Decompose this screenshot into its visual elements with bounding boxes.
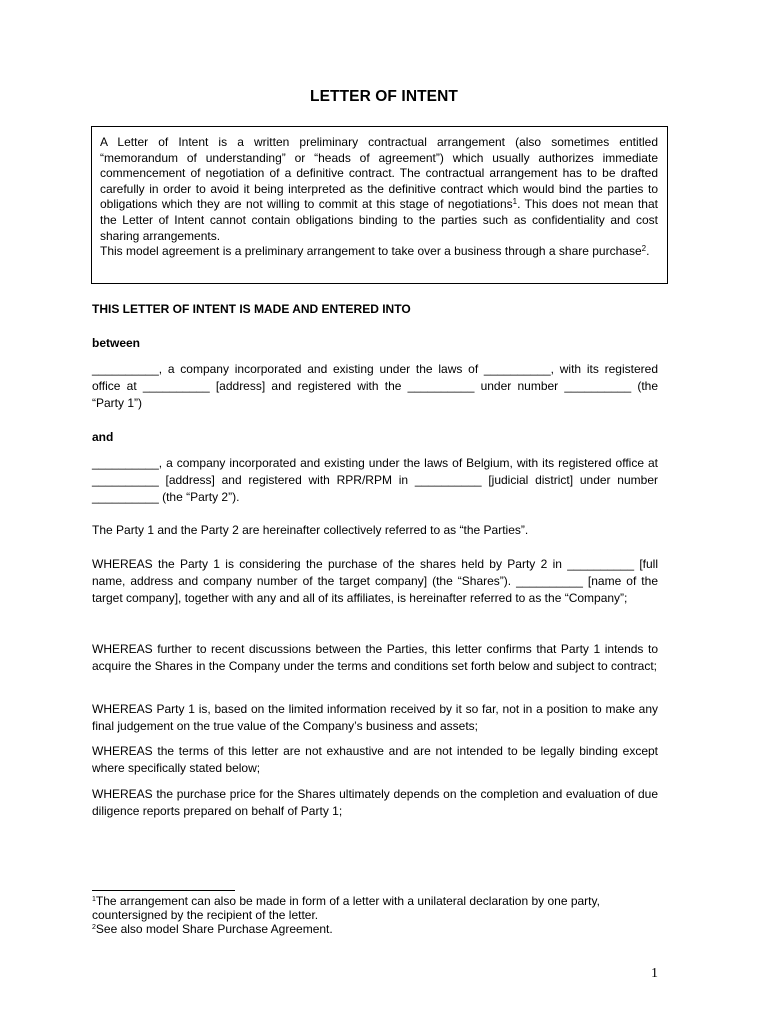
footnote-separator (92, 890, 235, 891)
label-and: and (92, 430, 114, 444)
footnote-2-text: See also model Share Purchase Agreement. (95, 922, 333, 937)
whereas-clause-1: WHEREAS the Party 1 is considering the purchase of the shares held by Party 2 in __________ [full name, address and company number of the target company] (the “Shares”). __________ [name of the target company], together with any and all of its affiliates, is hereinafter referred to as the “Company”; (92, 557, 658, 605)
heading-made-entered: THIS LETTER OF INTENT IS MADE AND ENTERED INTO (92, 302, 411, 316)
whereas-clause-2: WHEREAS further to recent discussions between the Parties, this letter confirms that Party 1 intends to acquire the Shares in the Company under the terms and conditions set forth below and subject to contract; (92, 642, 658, 673)
intro-paragraph-1-text: A Letter of Intent is a written preliminary contractual arrangement (also sometimes entitled “memorandum of understanding” or “heads of agreement”) which usually authorizes immediate commencement of negotiation of a definitive contract. The contractual arrangement has to be drafted carefully in order to avoid it being interpreted as the definitive contract which would bind the parties to obligations which they are not willing to commit at this stage of negotiations (100, 135, 658, 212)
footnotes (92, 894, 658, 937)
footnote-2-marker: 2 (92, 924, 96, 932)
intro-paragraph-1-tail: . This does not mean that the Letter of Intent cannot contain obligations binding to the parties such as confidentiality and cost sharing arrangements. (100, 197, 658, 243)
party-1-clause: __________, a company incorporated and existing under the laws of __________, with its registered office at __________ [address] and registered with the __________ under number __________ (the “Party 1”) (92, 362, 658, 410)
intro-paragraph-1 (100, 135, 658, 244)
label-between: between (92, 336, 141, 350)
whereas-clause-4: WHEREAS the terms of this letter are not exhaustive and are not intended to be legally binding except where specifically stated below; (92, 744, 658, 775)
footnote-1-marker: 1 (92, 896, 96, 903)
footnote-ref-2: 2 (641, 244, 647, 254)
intro-paragraph-2-tail: . (646, 244, 650, 259)
footnote-ref-1: 1 (512, 197, 518, 207)
whereas-clause-3: WHEREAS Party 1 is, based on the limited information received by it so far, not in a position to make any final judgement on the true value of the Company’s business and assets; (92, 702, 658, 733)
party-2-clause: __________, a company incorporated and existing under the laws of Belgium, with its registered office at __________ [address] and registered with RPR/RPM in __________ [judicial district] under number __________ (the “Party 2”). (92, 456, 658, 504)
intro-box (91, 126, 668, 284)
footnote-1-text: The arrangement can also be made in form of a letter with a unilateral declaration by one party, countersigned by the recipient of the letter. (92, 894, 600, 923)
page-number: 1 (651, 966, 658, 981)
parties-clause: The Party 1 and the Party 2 are hereinafter collectively referred to as “the Parties”. (92, 523, 529, 537)
footnote-1 (92, 894, 658, 922)
intro-paragraph-2-text: This model agreement is a preliminary arrangement to take over a business through a share purchase (100, 244, 642, 259)
footnote-2 (92, 922, 658, 936)
whereas-clause-5: WHEREAS the purchase price for the Shares ultimately depends on the completion and evaluation of due diligence reports prepared on behalf of Party 1; (92, 787, 658, 818)
intro-paragraph-2 (100, 244, 658, 260)
document-title: LETTER OF INTENT (310, 88, 458, 105)
